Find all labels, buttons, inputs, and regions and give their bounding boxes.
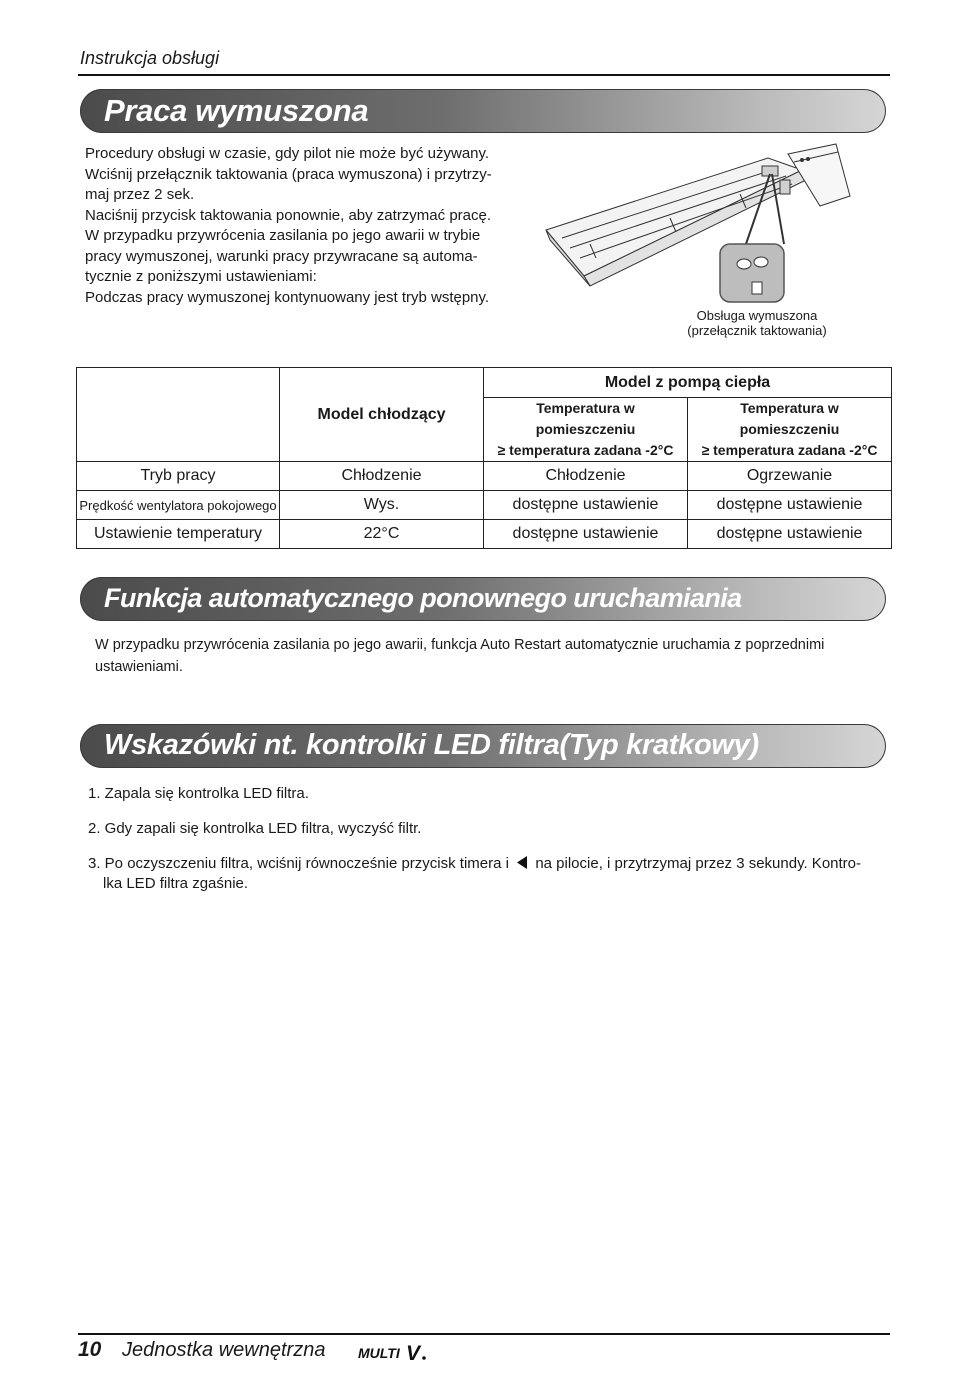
header-divider bbox=[78, 74, 890, 76]
text-line: tycznie z poniższymi ustawieniami: bbox=[85, 268, 317, 285]
section-title: Wskazówki nt. kontrolki LED filtra(Typ kratkowy) bbox=[104, 729, 759, 761]
table-cell: dostępne ustawienie bbox=[688, 520, 892, 549]
text-line: ustawieniami. bbox=[95, 659, 183, 675]
table-cell: Prędkość wentylatora pokojowego bbox=[77, 491, 280, 520]
svg-text:V: V bbox=[406, 1342, 421, 1363]
list-item bbox=[88, 854, 878, 894]
indoor-unit-illustration bbox=[540, 140, 860, 310]
caption-line: Obsługa wymuszona bbox=[696, 308, 818, 323]
table-cell: Ustawienie temperatury bbox=[77, 520, 280, 549]
table-cell: Ogrzewanie bbox=[688, 462, 892, 491]
table-corner-cell bbox=[77, 368, 280, 462]
multi-v-logo bbox=[358, 1341, 450, 1363]
svg-text:MULTI: MULTI bbox=[358, 1345, 400, 1361]
auto-restart-text bbox=[95, 634, 885, 678]
subheader-line: Temperatura w pomieszczeniu bbox=[535, 400, 636, 437]
table-header-cooling: Model chłodzący bbox=[280, 368, 484, 462]
section-title: Praca wymuszona bbox=[104, 93, 369, 128]
table-cell: Chłodzenie bbox=[280, 462, 484, 491]
page-header-title: Instrukcja obsługi bbox=[80, 48, 220, 68]
list-text: na pilocie, i przytrzymaj przez 3 sekundy. Kontro- bbox=[535, 855, 861, 872]
list-item: 2. Gdy zapali się kontrolka LED filtra, wyczyść filtr. bbox=[88, 820, 422, 837]
illustration-caption bbox=[662, 308, 852, 338]
section-banner-filter-led bbox=[80, 724, 886, 768]
text-line: Naciśnij przycisk taktowania ponownie, aby zatrzymać pracę. bbox=[85, 206, 492, 224]
text-line: W przypadku przywrócenia zasilania po jego awarii w trybie bbox=[85, 227, 481, 244]
table-cell: Tryb pracy bbox=[77, 462, 280, 491]
caption-line: (przełącznik taktowania) bbox=[687, 323, 827, 338]
table-row bbox=[77, 520, 892, 549]
subheader-line: ≥ temperatura zadana -2°C bbox=[497, 442, 674, 458]
subheader-line: ≥ temperatura zadana -2°C bbox=[701, 442, 878, 458]
table-row bbox=[77, 462, 892, 491]
text-line: Podczas pracy wymuszonej kontynuowany jest tryb wstępny. bbox=[85, 288, 490, 306]
text-line: maj przez 2 sek. bbox=[85, 186, 195, 203]
table-cell: dostępne ustawienie bbox=[484, 520, 688, 549]
left-triangle-icon bbox=[516, 856, 528, 869]
subheader-line: Temperatura w pomieszczeniu bbox=[739, 400, 840, 437]
table-subheader-1 bbox=[484, 398, 688, 462]
table-row bbox=[77, 491, 892, 520]
section-banner-auto-restart bbox=[80, 577, 886, 621]
table-cell: Wys. bbox=[280, 491, 484, 520]
forced-operation-text bbox=[85, 144, 535, 308]
section-title: Funkcja automatycznego ponownego uruchamiania bbox=[104, 583, 742, 613]
page-number: 10 bbox=[78, 1338, 102, 1361]
text-line: Wciśnij przełącznik taktowania (praca wymuszona) i przytrzy- bbox=[85, 165, 492, 183]
list-text: 3. Po oczyszczeniu filtra, wciśnij równocześnie przycisk timera i bbox=[88, 855, 509, 872]
list-text: lka LED filtra zgaśnie. bbox=[103, 875, 249, 892]
table-cell: Chłodzenie bbox=[484, 462, 688, 491]
table-cell: 22°C bbox=[280, 520, 484, 549]
footer-divider bbox=[78, 1333, 890, 1335]
text-line: pracy wymuszonej, warunki pracy przywracane są automa- bbox=[85, 247, 478, 265]
list-item: 1. Zapala się kontrolka LED filtra. bbox=[88, 785, 309, 802]
footer-text: Jednostka wewnętrzna bbox=[122, 1339, 326, 1361]
table-subheader-2 bbox=[688, 398, 892, 462]
table-header-heatpump: Model z pompą ciepła bbox=[484, 368, 892, 398]
table-cell: dostępne ustawienie bbox=[688, 491, 892, 520]
forced-operation-table bbox=[76, 367, 892, 549]
text-line: W przypadku przywrócenia zasilania po jego awarii, funkcja Auto Restart automatycznie uruchamia z poprzednimi bbox=[95, 637, 825, 653]
section-banner-forced-operation bbox=[80, 89, 886, 133]
text-line: Procedury obsługi w czasie, gdy pilot nie może być używany. bbox=[85, 145, 490, 162]
table-cell: dostępne ustawienie bbox=[484, 491, 688, 520]
